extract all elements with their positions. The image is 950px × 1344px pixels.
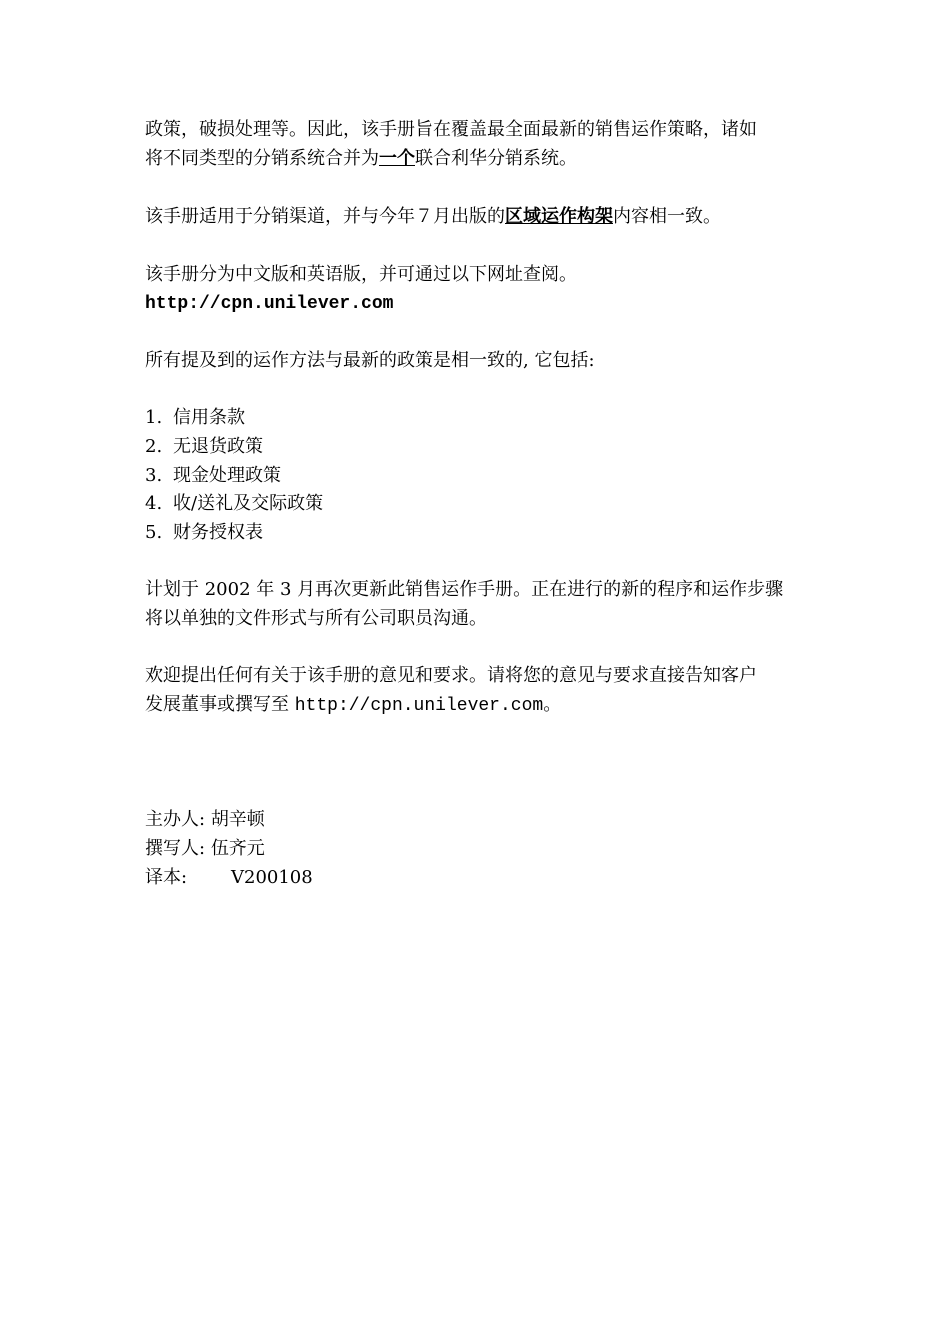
list-number: 4. [145, 493, 163, 514]
feedback-end: 。 [543, 694, 562, 715]
update-line-1: 计划于 2002 年 3 月再次更新此销售运作手册。正在进行的新的程序和运作步骤 [145, 579, 784, 600]
regional-framework-link[interactable]: 区域运作构架 [505, 206, 613, 227]
writer-line [145, 837, 265, 861]
version-line [145, 866, 313, 890]
list-number: 5. [145, 522, 163, 543]
intro-line-1: 政策，破损处理等。因此，该手册旨在覆盖最全面最新的销售运作策略，诸如 [145, 119, 757, 140]
list-item [145, 435, 263, 459]
intro-text-b: 联合利华分销系统。 [415, 148, 577, 169]
sponsor-label: 主办人: [145, 809, 206, 830]
list-label: 信用条款 [173, 407, 245, 428]
list-label: 现金处理政策 [173, 465, 281, 486]
sponsor-line [145, 808, 265, 832]
scope-text-b: 内容相一致。 [613, 206, 721, 227]
versions-line: 该手册分为中文版和英语版，并可通过以下网址查阅。 [145, 264, 577, 285]
list-item [145, 492, 323, 516]
policies-intro: 所有提及到的运作方法与最新的政策是相一致的, 它包括: [145, 350, 595, 371]
one-system-link[interactable]: 一个 [379, 148, 415, 169]
scope-line [145, 205, 721, 229]
feedback-text: 发展董事或撰写至 [145, 694, 295, 715]
list-number: 2. [145, 436, 163, 457]
intro-text-a: 将不同类型的分销系统合并为 [145, 148, 379, 169]
feedback-line-1: 欢迎提出任何有关于该手册的意见和要求。请将您的意见与要求直接告知客户 [145, 665, 757, 686]
feedback-line-2 [145, 693, 561, 718]
list-label: 无退货政策 [173, 436, 263, 457]
writer-label: 撰写人: [145, 838, 206, 859]
list-item [145, 406, 245, 430]
website-url[interactable]: http://cpn.unilever.com [145, 294, 394, 314]
sponsor-name: 胡辛顿 [210, 809, 265, 830]
writer-name: 伍齐元 [210, 838, 265, 859]
list-number: 1. [145, 407, 163, 428]
list-item [145, 464, 281, 488]
version-value: V200108 [231, 867, 313, 888]
list-item [145, 521, 263, 545]
list-number: 3. [145, 465, 163, 486]
list-label: 财务授权表 [173, 522, 263, 543]
update-line-2: 将以单独的文件形式与所有公司职员沟通。 [145, 608, 487, 629]
intro-line-2 [145, 147, 577, 171]
scope-text-a: 该手册适用于分销渠道，并与今年７月出版的 [145, 206, 505, 227]
feedback-url[interactable]: http://cpn.unilever.com [294, 696, 544, 716]
version-label: 译本: [145, 867, 188, 888]
list-label: 收/送礼及交际政策 [173, 493, 324, 514]
